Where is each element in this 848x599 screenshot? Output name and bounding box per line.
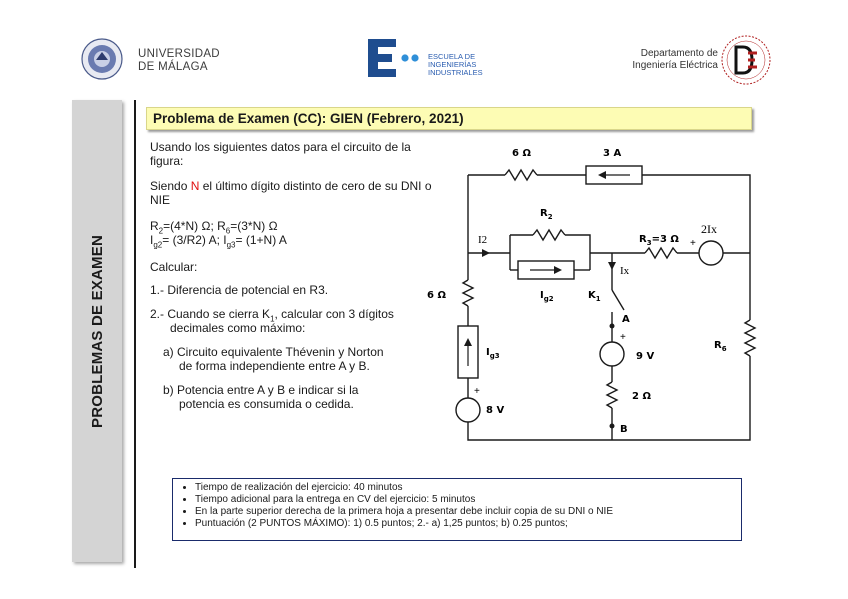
data-line-1: $R_2=(4*N)$ Ω; $R_6=(3*N)$ Ω	[150, 219, 278, 236]
label-v9: 9 V	[636, 351, 655, 362]
label-r-top: 6 Ω	[512, 148, 531, 159]
resistor-2ohm	[607, 382, 617, 408]
label-r-2ohm: 2 Ω	[632, 391, 651, 402]
school-logo	[366, 37, 426, 79]
question-2a: a) Circuito equivalente Thévenin y Norton de forma independiente entre A y B.	[163, 345, 384, 373]
resistor-r6	[745, 320, 755, 356]
statement-intro: Usando los siguientes datos para el circuito de la figura:	[150, 140, 411, 168]
resistor-top	[505, 170, 537, 180]
university-logo	[72, 38, 132, 80]
question-2b: b) Potencia entre A y B e indicar si la potencia es consumida o cedida.	[163, 383, 359, 411]
n-letter: N	[190, 179, 200, 193]
school-name-line3: INDUSTRIALES	[428, 68, 483, 77]
school-name-line1: ESCUELA DE	[428, 52, 476, 61]
label-plus-8v: +	[474, 386, 480, 397]
resistor-left	[463, 280, 473, 306]
info-item: • En la parte superior derecha de la primera hoja a presentar debe incluir copia de su DNI o NIE	[195, 506, 735, 518]
department-logo	[720, 34, 772, 86]
label-r2: $R_2$	[540, 208, 553, 221]
label-v8: 8 V	[486, 405, 505, 416]
label-ig3: $I_{g3}$	[486, 347, 500, 360]
label-2ix: 2Ix	[701, 222, 717, 236]
department-line2: Ingeniería Eléctrica	[632, 60, 718, 71]
resistor-r3	[645, 248, 677, 258]
label-plus-9v: +	[620, 332, 626, 343]
label-k1: $K_1$	[588, 290, 601, 303]
circuit-diagram	[420, 135, 780, 450]
data-line-2: $I_{g2}= (3/R2)$ A; $I_{g3}= (1+N)$ A	[150, 233, 287, 250]
label-ix: Ix	[620, 265, 630, 277]
statement-n-definition: Siendo N el último dígito distinto de cero de su DNI o NIE	[150, 179, 432, 207]
arrow-i2	[482, 249, 490, 257]
label-plus-dep: +	[690, 238, 696, 249]
label-i2: I2	[478, 234, 488, 246]
sidebar-title: PROBLEMAS DE EXAMEN	[88, 234, 106, 428]
calc-label: Calcular:	[150, 260, 198, 274]
label-r6: $R_6$	[714, 340, 727, 353]
label-node-b: B	[620, 424, 628, 435]
info-box	[172, 478, 742, 541]
info-item: • Tiempo adicional para la entrega en CV del ejercicio: 5 minutos	[195, 494, 735, 506]
label-r3: $R_3=3$ Ω	[639, 234, 679, 247]
question-1: 1.- Diferencia de potencial en R3.	[150, 283, 329, 297]
divider-line	[134, 100, 136, 568]
problem-title: Problema de Examen (CC): GIEN (Febrero, 2021)	[146, 107, 752, 130]
department-line1: Departamento de	[640, 48, 718, 59]
label-node-a: A	[622, 314, 630, 325]
university-name-line2: DE MÁLAGA	[138, 61, 208, 73]
question-2: 2.- Cuando se cierra $K_1$, calcular con 3 dígitos decimales como máximo:	[150, 307, 394, 335]
arrow-ix	[608, 262, 616, 270]
university-name-line1: UNIVERSIDAD	[138, 48, 220, 60]
label-i-top: 3 A	[603, 148, 622, 159]
voltage-source-9v	[600, 342, 624, 366]
label-r-left: 6 Ω	[427, 290, 446, 301]
dependent-source	[699, 241, 723, 265]
school-name-line2: INGENIERÍAS	[428, 60, 477, 69]
resistor-r2	[533, 230, 565, 240]
info-item: • Puntuación (2 PUNTOS MÁXIMO): 1) 0.5 puntos; 2.- a) 1,25 puntos; b) 0.25 puntos;	[195, 518, 735, 530]
switch-k1	[612, 290, 624, 310]
node-b	[610, 424, 615, 429]
label-ig2: $I_{g2}$	[540, 290, 554, 303]
voltage-source-8v	[456, 398, 480, 422]
info-item: • Tiempo de realización del ejercicio: 40 minutos	[195, 482, 735, 494]
node-a	[610, 324, 615, 329]
